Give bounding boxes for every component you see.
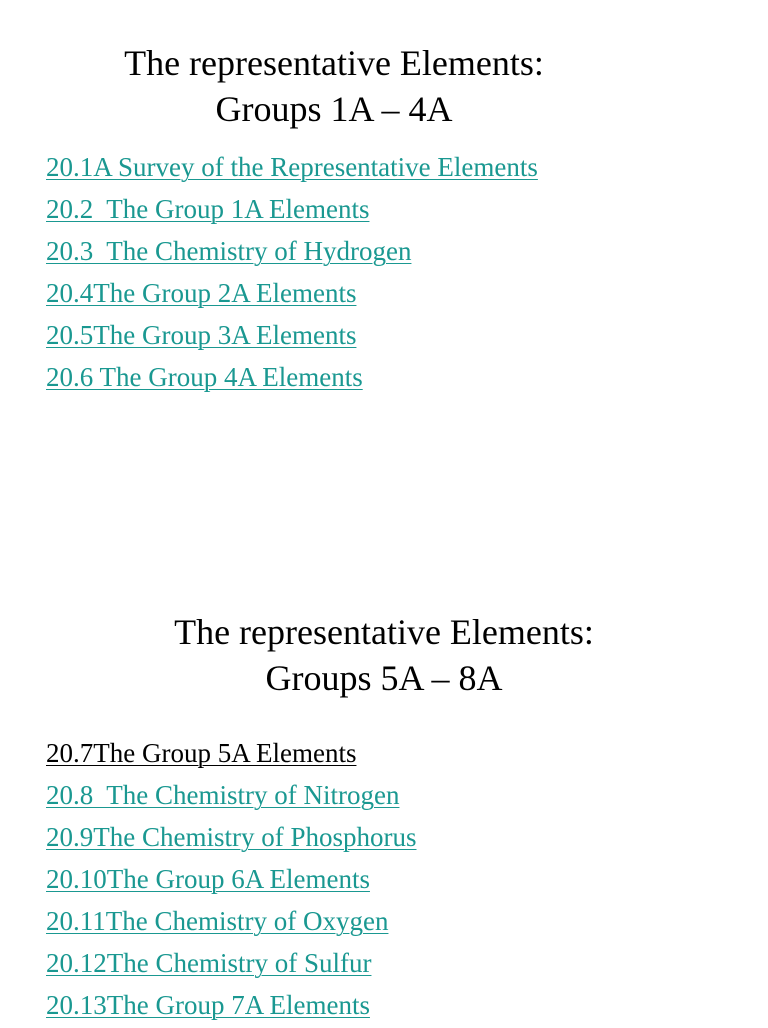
section-2-title-line-1: The representative Elements: <box>174 612 594 652</box>
section-2-title <box>0 609 768 701</box>
link-20-6[interactable]: 20.6 The Group 4A Elements <box>46 362 363 392</box>
link-20-7[interactable]: 20.7The Group 5A Elements <box>46 738 357 768</box>
section-1-title-line-2: Groups 1A – 4A <box>215 89 453 129</box>
link-20-3[interactable]: 20.3 The Chemistry of Hydrogen <box>46 236 412 266</box>
link-20-1[interactable]: 20.1A Survey of the Representative Elements <box>46 152 538 182</box>
link-20-2[interactable]: 20.2 The Group 1A Elements <box>46 194 370 224</box>
link-20-9[interactable]: 20.9The Chemistry of Phosphorus <box>46 822 417 852</box>
section-2-link-list <box>46 734 417 1028</box>
section-1-link-list <box>46 148 538 400</box>
section-1-title <box>0 40 718 132</box>
link-20-13[interactable]: 20.13The Group 7A Elements <box>46 990 370 1020</box>
link-20-5[interactable]: 20.5The Group 3A Elements <box>46 320 357 350</box>
link-20-12[interactable]: 20.12The Chemistry of Sulfur <box>46 948 372 978</box>
section-1-title-line-1: The representative Elements: <box>124 43 544 83</box>
link-20-4[interactable]: 20.4The Group 2A Elements <box>46 278 357 308</box>
section-2-title-line-2: Groups 5A – 8A <box>265 658 503 698</box>
link-20-10[interactable]: 20.10The Group 6A Elements <box>46 864 370 894</box>
link-20-11[interactable]: 20.11The Chemistry of Oxygen <box>46 906 389 936</box>
link-20-8[interactable]: 20.8 The Chemistry of Nitrogen <box>46 780 400 810</box>
